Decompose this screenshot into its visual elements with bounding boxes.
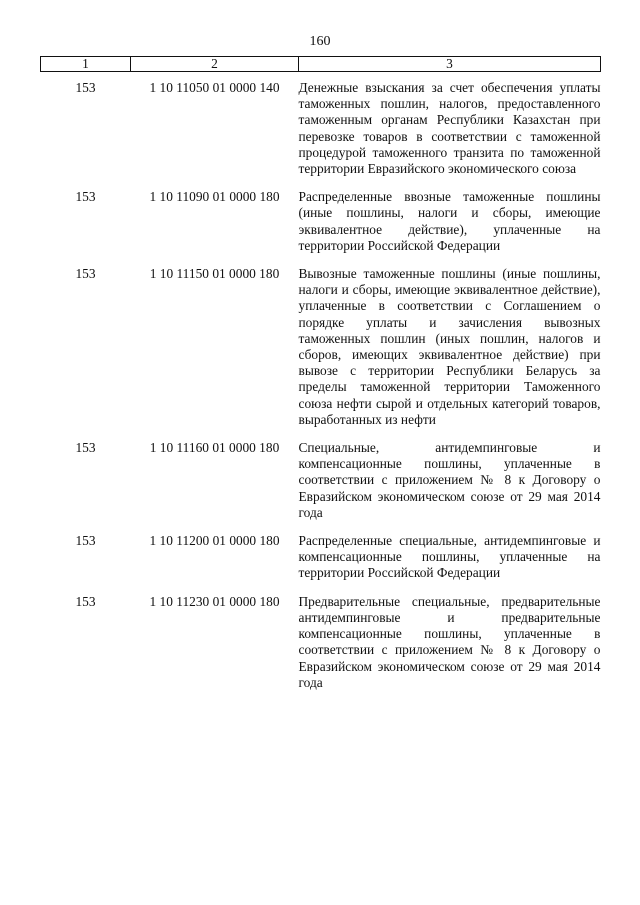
budget-classification-code-cell: 1 10 11050 01 0000 140	[149, 80, 280, 95]
budget-classification-code-cell: 1 10 11160 01 0000 180	[149, 440, 280, 456]
revenue-description-cell: Вывозные таможенные пошлины (иные пошлины, налоги и сборы, имеющие эквивалентное действие), уплаченные в соответствии с Соглашением о порядке уплаты и зачисления вывозных таможенных пошлин (иных пошлин, налогов и сборов, имеющих эквивалентное действие) при вывозе с территории Республики Беларусь за пределы таможенной территории Таможенного союза нефти сырой и отдельных категорий товаров, выработанных из нефти	[298, 266, 601, 427]
revenue-description-cell: Распределенные ввозные таможенные пошлины (иные пошлины, налоги и сборы, имеющие эквивалентное действие), уплаченные на территории Российской Федерации	[298, 189, 601, 253]
budget-classification-code-cell: 1 10 11230 01 0000 180	[149, 593, 280, 609]
budget-classification-code-cell: 1 10 11090 01 0000 180	[149, 189, 280, 205]
revenue-description-cell: Специальные, антидемпинговые и компенсационные пошлины, уплаченные в соответствии с приложением № 8 к Договору о Евразийском экономическом союзе от 29 мая 2014 года	[298, 440, 601, 520]
revenue-description-cell: Предварительные специальные, предварительные антидемпинговые и предварительные компенсационные пошлины, уплаченные в соответствии с приложением № 8 к Договору о Евразийском экономическом союзе от 29 мая 2014 года	[298, 593, 601, 690]
page-number: 160	[309, 34, 331, 49]
table-header-row	[41, 57, 601, 72]
admin-code-cell: 153	[75, 533, 96, 549]
column-header-1: 1	[41, 57, 131, 72]
table-row	[41, 533, 601, 594]
column-header-2: 2	[131, 57, 299, 72]
revenue-description-cell: Распределенные специальные, антидемпинговые и компенсационные пошлины, уплаченные на территории Российской Федерации	[298, 533, 601, 581]
admin-code-cell: 153	[75, 80, 96, 95]
budget-classification-code-cell: 1 10 11200 01 0000 180	[149, 533, 280, 549]
admin-code-cell: 153	[75, 266, 96, 282]
column-header-3: 3	[299, 57, 601, 72]
admin-code-cell: 153	[75, 440, 96, 456]
table-row	[41, 266, 601, 440]
admin-code-cell: 153	[75, 593, 96, 609]
table-row	[41, 440, 601, 533]
admin-code-cell: 153	[75, 189, 96, 205]
revenue-description-cell: Денежные взыскания за счет обеспечения уплаты таможенных пошлин, налогов, предоставленного таможенным органам Республики Казахстан при перевозке товаров в соответствии с таможенной процедурой таможенного транзита по таможенной территории Евразийского экономического союза	[298, 80, 601, 177]
table-row	[41, 594, 601, 703]
budget-classification-code-cell: 1 10 11150 01 0000 180	[149, 266, 280, 282]
table-row	[41, 72, 601, 190]
budget-codes-table	[40, 56, 601, 703]
table-row	[41, 189, 601, 266]
